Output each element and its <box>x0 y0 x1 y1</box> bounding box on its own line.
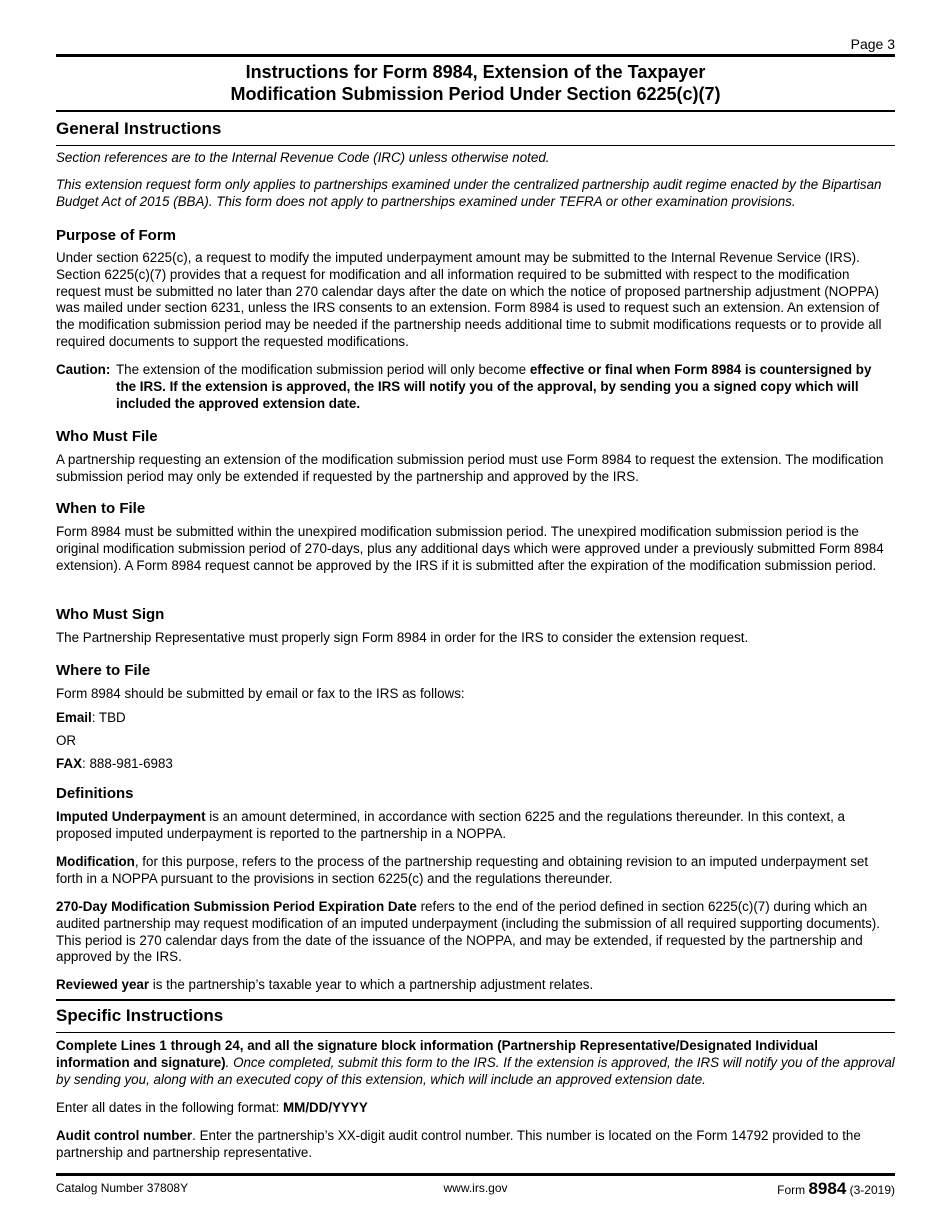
when-to-file-heading: When to File <box>56 500 146 517</box>
page-number: Page 3 <box>850 36 895 52</box>
definition-term: Reviewed year <box>56 977 150 992</box>
email-label: Email <box>56 710 92 725</box>
definition-text: refers to the end of the period defined in section 6225(c)(7) during which an audited partnership may request modification of an imputed underpayment (including the submission of all required supporting documents). This period is 270 calendar days from the date of the issuance of the NOPPA, and may be extended, if requested by the partnership and approved by the IRS. <box>56 899 880 965</box>
purpose-heading: Purpose of Form <box>56 227 177 244</box>
who-must-sign-text: The Partnership Representative must properly sign Form 8984 in order for the IRS to consider the extension request. <box>56 630 749 645</box>
who-must-sign-heading: Who Must Sign <box>56 606 165 623</box>
audit-control-number-instruction <box>56 1128 895 1162</box>
definition-term: Modification <box>56 854 135 869</box>
when-to-file-text: Form 8984 must be submitted within the unexpired modification submission period. The unexpired modification submission period is the original modification submission period of 270-days, plus any additional days which were approved under a previously submitted Form 8984 extension). A Form 8984 request cannot be approved by the IRS if it is submitted after the expiration of the modification submission period. <box>56 524 884 573</box>
form-word: Form <box>777 1183 809 1197</box>
who-must-file-text: A partnership requesting an extension of the modification submission period must use Form 8984 to request the extension. The modification submission period may only be extended if requested by the partnership and approved by the IRS. <box>56 452 884 484</box>
divider <box>56 54 895 57</box>
definition-imputed-underpayment <box>56 809 895 843</box>
definition-term: Imputed Underpayment <box>56 809 206 824</box>
instruction-bold: Complete Lines 1 through 24, and all the signature block information (Partnership Representative/Designated Individual information and signature) <box>56 1038 818 1070</box>
definition-term: 270-Day Modification Submission Period Expiration Date <box>56 899 417 914</box>
catalog-number: Catalog Number 37808Y <box>56 1181 189 1195</box>
form-number: 8984 <box>808 1179 847 1198</box>
email-value: : TBD <box>91 710 126 725</box>
applicability-note: This extension request form only applies to partnerships examined under the centralized partnership audit regime enacted by the Bipartisan Budget Act of 2015 (BBA). This form does not apply to partnerships examined under TEFRA or other examination provisions. <box>56 177 882 209</box>
caution-note <box>56 362 895 412</box>
title-line-1: Instructions for Form 8984, Extension of the Taxpayer <box>245 62 706 82</box>
or-line: OR <box>56 733 77 748</box>
page-title <box>56 61 895 105</box>
divider <box>56 145 895 146</box>
caution-label: Caution: <box>56 362 111 377</box>
form-revision: (3-2019) <box>846 1183 895 1197</box>
divider <box>56 110 895 112</box>
title-line-2: Modification Submission Period Under Section 6225(c)(7) <box>230 84 721 104</box>
specific-instructions-heading: Specific Instructions <box>56 1006 224 1025</box>
date-format-value: MM/DD/YYYY <box>283 1100 368 1115</box>
divider <box>56 1173 895 1176</box>
definitions-heading: Definitions <box>56 785 134 802</box>
fax-line <box>56 756 895 773</box>
who-must-file-heading: Who Must File <box>56 428 158 445</box>
purpose-text: Under section 6225(c), a request to modify the imputed underpayment amount may be submitted to the Internal Revenue Service (IRS). Section 6225(c)(7) provides that a request for modification and all information required to be submitted with respect to the modification request must be submitted no later than 270 calendar days after the date on which the notice of proposed partnership adjustment (NOPPA) was mailed under section 6231, unless the IRS consents to an extension. Form 8984 is used to request such an extension. An extension of the modification submission period may be needed if the partnership needs additional time to submit modifications requests or to provide all required documents to support the requested modifications. <box>56 250 882 349</box>
definition-reviewed-year <box>56 977 895 994</box>
general-instructions-heading: General Instructions <box>56 119 222 138</box>
divider <box>56 999 895 1001</box>
audit-control-term: Audit control number <box>56 1128 193 1143</box>
where-to-file-heading: Where to File <box>56 662 151 679</box>
fax-value: : 888-981-6983 <box>82 756 173 771</box>
where-to-file-intro: Form 8984 should be submitted by email or fax to the IRS as follows: <box>56 686 465 701</box>
definition-270-day <box>56 899 895 966</box>
definition-text: , for this purpose, refers to the process of the partnership requesting and obtaining revision to an imputed underpayment set forth in a NOPPA pursuant to the provisions in section 6225(c) and the regulations thereunder. <box>56 854 869 886</box>
fax-label: FAX <box>56 756 83 771</box>
complete-lines-instruction <box>56 1038 895 1088</box>
instruction-italic: . Once completed, submit this form to the IRS. If the extension is approved, the IRS will notify you of the approval by sending you, along with an executed copy of this extension, which will include an approved extension date. <box>56 1054 895 1087</box>
date-format-instruction <box>56 1100 895 1117</box>
audit-control-text: . Enter the partnership’s XX-digit audit control number. This number is located on the Form 14792 provided to the partnership and partnership representative. <box>56 1128 861 1160</box>
definition-modification <box>56 854 895 888</box>
website-link: www.irs.gov <box>443 1181 508 1195</box>
divider <box>56 1032 895 1033</box>
caution-bold-text: effective or final when Form 8984 is countersigned by the IRS. If the extension is approved, the IRS will notify you of the approval, by sending you a signed copy which will included the approved extension date. <box>116 362 872 411</box>
definition-text: is an amount determined, in accordance with section 6225 and the regulations thereunder. In this context, a proposed imputed underpayment is reported to the partnership in a NOPPA. <box>56 809 845 841</box>
section-references-note: Section references are to the Internal Revenue Code (IRC) unless otherwise noted. <box>56 150 550 165</box>
date-format-text: Enter all dates in the following format: <box>56 1100 284 1115</box>
caution-text: The extension of the modification submission period will only become <box>116 362 530 377</box>
form-identifier <box>777 1179 895 1199</box>
email-line <box>56 710 895 727</box>
definition-text: is the partnership’s taxable year to which a partnership adjustment relates. <box>149 977 594 992</box>
